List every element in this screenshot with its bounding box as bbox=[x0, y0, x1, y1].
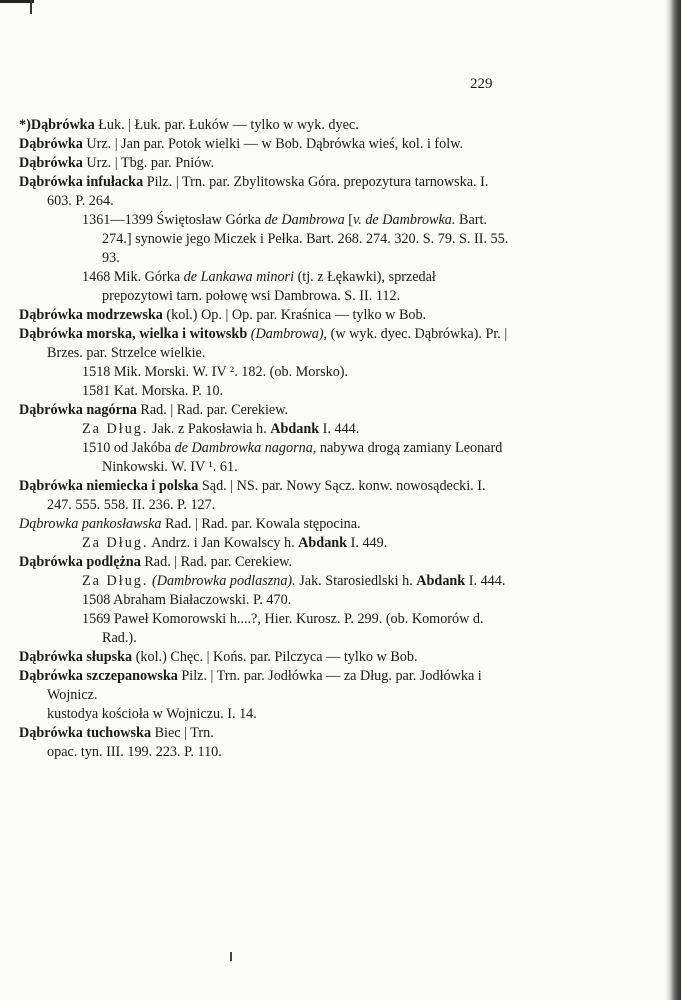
sub-entry: 1518 Mik. Morski. W. IV ². 182. (ob. Morsko). bbox=[82, 364, 349, 380]
text: I. 449. bbox=[347, 535, 388, 551]
top-rule bbox=[0, 0, 34, 3]
entry-text: (w wyk. dyec. Dąbrówka). Pr. | Brzes. par. Strzelce wielkie. bbox=[47, 326, 508, 361]
italic-text: de Dambrowka nagorna, bbox=[174, 440, 317, 456]
source-abbrev: Za Dług. bbox=[82, 421, 149, 437]
entry bbox=[19, 648, 509, 667]
entry-title: Dąbrówka podlężna bbox=[19, 554, 141, 570]
entry bbox=[19, 515, 509, 534]
entry bbox=[19, 135, 509, 154]
sub-entry: 1581 Kat. Morska. P. 10. bbox=[82, 383, 224, 399]
entry bbox=[19, 724, 509, 743]
entry bbox=[19, 667, 509, 705]
entry bbox=[19, 154, 509, 173]
entry-text: Pilz. | Trn. par. Jodłówka — za Dług. par. Jodłówka i Wojnicz. bbox=[47, 668, 482, 703]
italic-text: (Dambrowa), bbox=[247, 326, 328, 342]
entry-title: Dąbrówka słupska bbox=[19, 649, 133, 665]
entry-title: Dąbrówka bbox=[19, 155, 83, 171]
coat-of-arms: Abdank bbox=[416, 573, 466, 589]
entry bbox=[19, 553, 509, 572]
text: Jak. Starosiedlski h. bbox=[295, 573, 417, 589]
entry-title: Dąbrówka bbox=[19, 136, 83, 152]
entry-text: (kol.) Op. | Op. par. Kraśnica — tylko w Bob. bbox=[162, 307, 427, 323]
entry-text: Rad. | Rad. par. Kowala stępocina. bbox=[161, 516, 361, 532]
bottom-mark bbox=[230, 952, 232, 961]
entry-text: Urz. | Jan par. Potok wielki — w Bob. Dąbrówka wieś, kol. i folw. bbox=[82, 136, 464, 152]
entry bbox=[19, 306, 509, 325]
entry-text: Rad. | Rad. par. Cerekiew. bbox=[136, 402, 289, 418]
text: [ bbox=[344, 212, 353, 228]
entry-title: Dąbrowka pankosławska bbox=[19, 516, 162, 532]
entry-title: Dąbrówka morska, wielka i witowskb bbox=[19, 326, 248, 342]
entries bbox=[19, 116, 509, 762]
entry-title: Dąbrówka niemiecka i polska bbox=[19, 478, 199, 494]
entry bbox=[19, 401, 509, 420]
text: nabywa drogą zamiany Leonard Ninkowski. W. IV ¹. 61. bbox=[102, 440, 503, 475]
entry-continuation: opac. tyn. III. 199. 223. P. 110. bbox=[47, 744, 222, 760]
entry bbox=[19, 173, 509, 211]
corner-mark bbox=[30, 0, 32, 14]
italic-text: (Dambrowka podlaszna). bbox=[148, 573, 296, 589]
text: Andrz. i Jan Kowalscy h. bbox=[148, 535, 299, 551]
coat-of-arms: Abdank bbox=[298, 535, 348, 551]
entry-text: Sąd. | NS. par. Nowy Sącz. konw. nowosądecki. I. 247. 555. 558. II. 236. P. 127. bbox=[47, 478, 486, 513]
text: 1510 od Jakóba bbox=[82, 440, 175, 456]
entry-title: Dąbrówka modrzewska bbox=[19, 307, 163, 323]
source-abbrev: Za Dług. bbox=[82, 573, 149, 589]
entry-title: Dąbrówka tuchowska bbox=[19, 725, 152, 741]
sub-entry bbox=[19, 211, 509, 268]
source-line bbox=[19, 420, 509, 439]
entry bbox=[19, 116, 509, 135]
entry-title: Dąbrówka infułacka bbox=[19, 174, 144, 190]
entry-text: Łuk. | Łuk. par. Łuków — tylko w wyk. dyec. bbox=[94, 117, 359, 133]
text: (tj. z Łękawki), sprzedał prepozytowi tarn. połowę wsi Dambrowa. S. II. 112. bbox=[102, 269, 436, 304]
entry-title: *)Dąbrówka bbox=[19, 117, 95, 133]
entry-text: Urz. | Tbg. par. Pniów. bbox=[82, 155, 215, 171]
text: Bart. 274.] synowie jego Miczek i Pełka. Bart. 268. 274. 320. S. 79. S. II. 55. 93. bbox=[102, 212, 509, 266]
entry-title: Dąbrówka nagórna bbox=[19, 402, 137, 418]
italic-text: de Dambrowa bbox=[264, 212, 345, 228]
page-edge-shadow bbox=[665, 0, 681, 1000]
text: 1361—1399 Świętosław Górka bbox=[82, 212, 265, 228]
text: Jak. z Pakosławia h. bbox=[148, 421, 271, 437]
text: I. 444. bbox=[319, 421, 360, 437]
entry-title: Dąbrówka szczepanowska bbox=[19, 668, 178, 684]
entry-text: (kol.) Chęc. | Końs. par. Pilczyca — tylko w Bob. bbox=[132, 649, 418, 665]
sub-entry: 1508 Abraham Białaczowski. P. 470. bbox=[82, 592, 292, 608]
italic-text: v. de Dambrowka. bbox=[353, 212, 456, 228]
entry-text: Pilz. | Trn. par. Zbylitowska Góra. prepozytura tarnowska. I. 603. P. 264. bbox=[47, 174, 489, 209]
text: I. 444. bbox=[465, 573, 506, 589]
source-line bbox=[19, 534, 509, 553]
sub-entry: 1569 Paweł Komorowski h....?, Hier. Kurosz. P. 299. (ob. Komorów d. Rad.). bbox=[82, 611, 484, 646]
source-line bbox=[19, 572, 509, 591]
sub-entry bbox=[19, 439, 509, 477]
entry-text: Biec | Trn. bbox=[151, 725, 214, 741]
italic-text: de Lankawa minori bbox=[183, 269, 295, 285]
entry-continuation: kustodya kościoła w Wojniczu. I. 14. bbox=[47, 706, 257, 722]
coat-of-arms: Abdank bbox=[270, 421, 320, 437]
text: 1468 Mik. Górka bbox=[82, 269, 184, 285]
entry bbox=[19, 325, 509, 363]
entry-text: Rad. | Rad. par. Cerekiew. bbox=[140, 554, 293, 570]
sub-entry bbox=[19, 268, 509, 306]
source-abbrev: Za Dług. bbox=[82, 535, 149, 551]
page-number: 229 bbox=[470, 76, 493, 92]
entry bbox=[19, 477, 509, 515]
